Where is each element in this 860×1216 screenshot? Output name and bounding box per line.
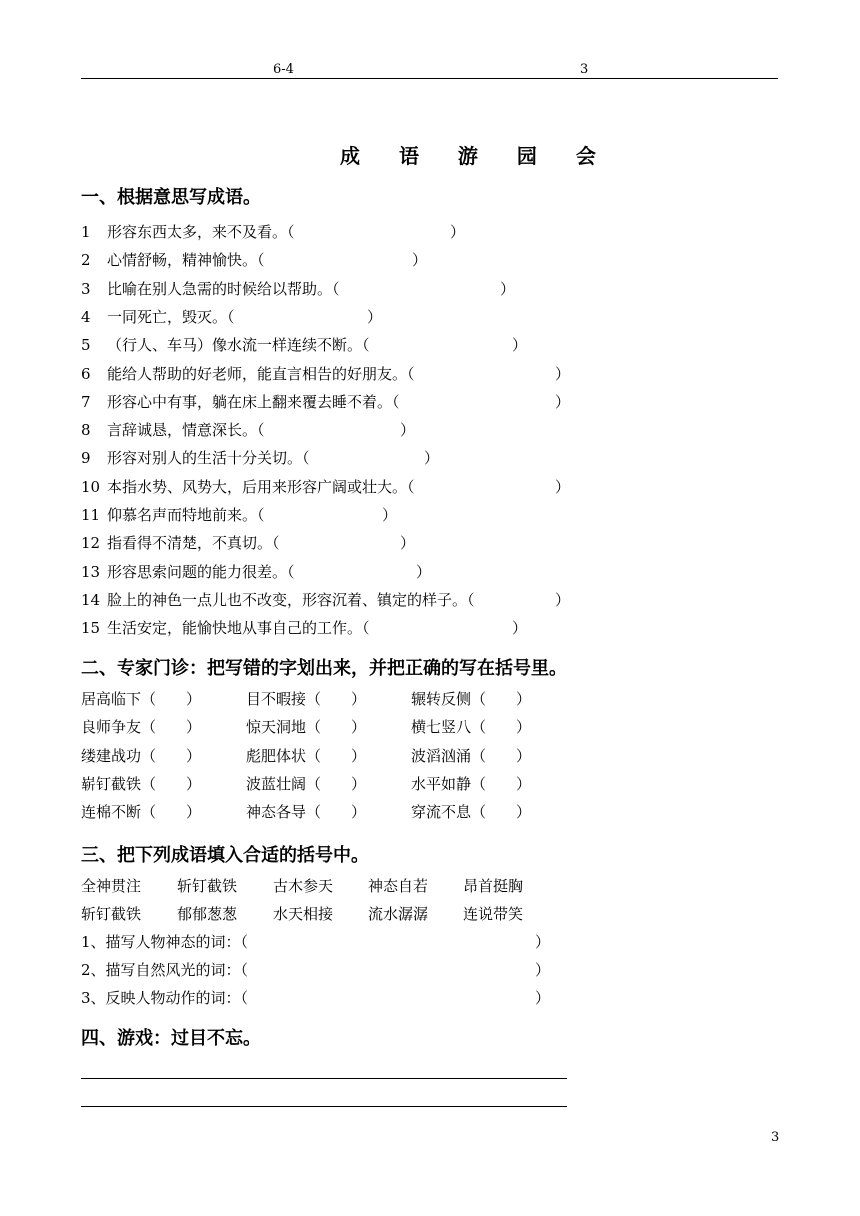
section1-item bbox=[81, 505, 265, 525]
section1-item bbox=[81, 279, 340, 299]
answer-paren-close[interactable]: ） bbox=[512, 619, 528, 638]
answer-paren-close[interactable]: ） bbox=[555, 590, 571, 609]
section1-item bbox=[81, 222, 295, 242]
answer-paren-close[interactable]: ） bbox=[555, 364, 571, 383]
item-text: 指看得不清楚，不真切。（ bbox=[107, 534, 280, 553]
section1-item bbox=[81, 590, 475, 610]
item-number: 13 bbox=[81, 562, 101, 581]
page-title: 成 语 游 园 会 bbox=[340, 144, 612, 168]
idiom-word: 全神贯注 bbox=[81, 877, 142, 895]
answer-paren-close[interactable]: ） bbox=[400, 534, 416, 553]
section1-item bbox=[81, 335, 370, 355]
section1-item bbox=[81, 533, 280, 553]
correction-cell[interactable]: 波蓝壮阔（ ） bbox=[246, 774, 367, 793]
header-right: 3 bbox=[580, 62, 589, 77]
section1-item bbox=[81, 307, 235, 327]
idiom-word: 流水潺潺 bbox=[368, 905, 429, 923]
item-number: 3 bbox=[81, 279, 91, 298]
item-text: （行人、车马）像水流一样连续不断。（ bbox=[107, 336, 370, 355]
answer-paren-close[interactable]: ） bbox=[555, 477, 571, 496]
idiom-word: 郁郁葱葱 bbox=[177, 905, 238, 923]
answer-paren-close[interactable]: ） bbox=[367, 307, 383, 326]
item-text: 能给人帮助的好老师，能直言相告的好朋友。（ bbox=[107, 364, 415, 383]
answer-paren-close[interactable]: ） bbox=[400, 421, 416, 440]
item-number: 2 bbox=[81, 251, 91, 270]
item-number: 14 bbox=[81, 590, 101, 609]
page-number: 3 bbox=[771, 1130, 780, 1145]
item-number: 12 bbox=[81, 534, 101, 553]
section4-heading: 四、游戏：过目不忘。 bbox=[81, 1028, 261, 1049]
item-text: 言辞诚恳，情意深长。（ bbox=[107, 421, 265, 440]
idiom-word: 水天相接 bbox=[273, 905, 334, 923]
answer-paren-close[interactable]: ） bbox=[535, 933, 551, 951]
item-text: 生活安定，能愉快地从事自己的工作。（ bbox=[107, 619, 370, 638]
item-number: 1 bbox=[81, 223, 91, 241]
item-number: 7 bbox=[81, 392, 91, 411]
section1-item bbox=[81, 448, 310, 468]
correction-cell[interactable]: 水平如静（ ） bbox=[411, 774, 532, 793]
idiom-word: 古木参天 bbox=[273, 877, 334, 895]
correction-cell[interactable]: 居高临下（ ） bbox=[81, 690, 202, 708]
item-text: 本指水势、风势大，后用来形容广阔或壮大。（ bbox=[107, 477, 415, 496]
section3-heading: 三、把下列成语填入合适的括号中。 bbox=[81, 845, 369, 866]
item-text: 形容东西太多，来不及看。（ bbox=[107, 223, 295, 241]
item-number: 4 bbox=[81, 307, 91, 326]
item-text: 形容对别人的生活十分关切。（ bbox=[107, 449, 310, 468]
answer-paren-close[interactable]: ） bbox=[500, 279, 516, 298]
idiom-word: 斩钉截铁 bbox=[177, 877, 238, 895]
answer-paren-close[interactable]: ） bbox=[416, 562, 432, 581]
item-number: 9 bbox=[81, 449, 91, 468]
correction-cell[interactable]: 神态各导（ ） bbox=[246, 803, 367, 822]
item-text: 脸上的神色一点儿也不改变，形容沉着、镇定的样子。（ bbox=[107, 590, 475, 609]
correction-cell[interactable]: 惊天洞地（ ） bbox=[246, 718, 367, 737]
correction-cell[interactable]: 横七竖八（ ） bbox=[411, 718, 532, 737]
category-item: 1、描写人物神态的词：（ bbox=[81, 933, 249, 951]
correction-cell[interactable]: 波滔汹涌（ ） bbox=[411, 746, 532, 765]
correction-cell[interactable]: 彪肥体状（ ） bbox=[246, 746, 367, 765]
section1-item bbox=[81, 250, 265, 270]
header-rule bbox=[81, 78, 778, 79]
section1-item bbox=[81, 477, 415, 497]
item-text: 形容心中有事，躺在床上翻来覆去睡不着。（ bbox=[107, 392, 400, 411]
idiom-word: 昂首挺胸 bbox=[463, 877, 524, 895]
correction-cell[interactable]: 目不暇接（ ） bbox=[246, 690, 367, 708]
section2-heading: 二、专家门诊：把写错的字划出来，并把正确的写在括号里。 bbox=[81, 658, 567, 679]
header-left: 6-4 bbox=[273, 62, 294, 77]
item-number: 15 bbox=[81, 619, 101, 638]
answer-paren-close[interactable]: ） bbox=[535, 989, 551, 1007]
section1-item bbox=[81, 562, 295, 582]
correction-cell[interactable]: 缕建战功（ ） bbox=[81, 746, 202, 765]
answer-paren-close[interactable]: ） bbox=[450, 223, 466, 241]
idiom-word: 神态自若 bbox=[368, 877, 429, 895]
item-text: 一同死亡，毁灭。（ bbox=[107, 307, 235, 326]
answer-paren-close[interactable]: ） bbox=[555, 392, 571, 411]
section1-heading: 一、根据意思写成语。 bbox=[81, 187, 261, 208]
answer-paren-close[interactable]: ） bbox=[512, 336, 528, 355]
correction-cell[interactable]: 穿流不息（ ） bbox=[411, 803, 532, 822]
idiom-word: 斩钉截铁 bbox=[81, 905, 142, 923]
item-number: 8 bbox=[81, 421, 91, 440]
section1-item bbox=[81, 420, 265, 440]
item-number: 10 bbox=[81, 477, 101, 496]
correction-cell[interactable]: 崭钉截铁（ ） bbox=[81, 774, 202, 793]
answer-line-2 bbox=[81, 1106, 567, 1107]
item-text: 仰慕名声而特地前来。（ bbox=[107, 506, 265, 524]
correction-cell[interactable]: 辗转反侧（ ） bbox=[411, 690, 532, 708]
section1-item bbox=[81, 392, 400, 412]
item-text: 心情舒畅，精神愉快。（ bbox=[107, 251, 265, 270]
section1-item bbox=[81, 618, 370, 638]
item-number: 5 bbox=[81, 336, 91, 355]
answer-line-1 bbox=[81, 1078, 567, 1079]
correction-cell[interactable]: 良师争友（ ） bbox=[81, 718, 202, 737]
item-text: 比喻在别人急需的时候给以帮助。（ bbox=[107, 279, 340, 298]
category-item: 2、描写自然风光的词：（ bbox=[81, 961, 249, 979]
correction-cell[interactable]: 连棉不断（ ） bbox=[81, 803, 202, 822]
answer-paren-close[interactable]: ） bbox=[412, 251, 428, 270]
item-text: 形容思索问题的能力很差。（ bbox=[107, 562, 295, 581]
idiom-word: 连说带笑 bbox=[463, 905, 524, 923]
section1-item bbox=[81, 364, 415, 384]
item-number: 6 bbox=[81, 364, 91, 383]
item-number: 11 bbox=[81, 506, 101, 524]
category-item: 3、反映人物动作的词：（ bbox=[81, 989, 249, 1007]
answer-paren-close[interactable]: ） bbox=[382, 506, 398, 524]
answer-paren-close[interactable]: ） bbox=[424, 449, 440, 468]
answer-paren-close[interactable]: ） bbox=[535, 961, 551, 979]
